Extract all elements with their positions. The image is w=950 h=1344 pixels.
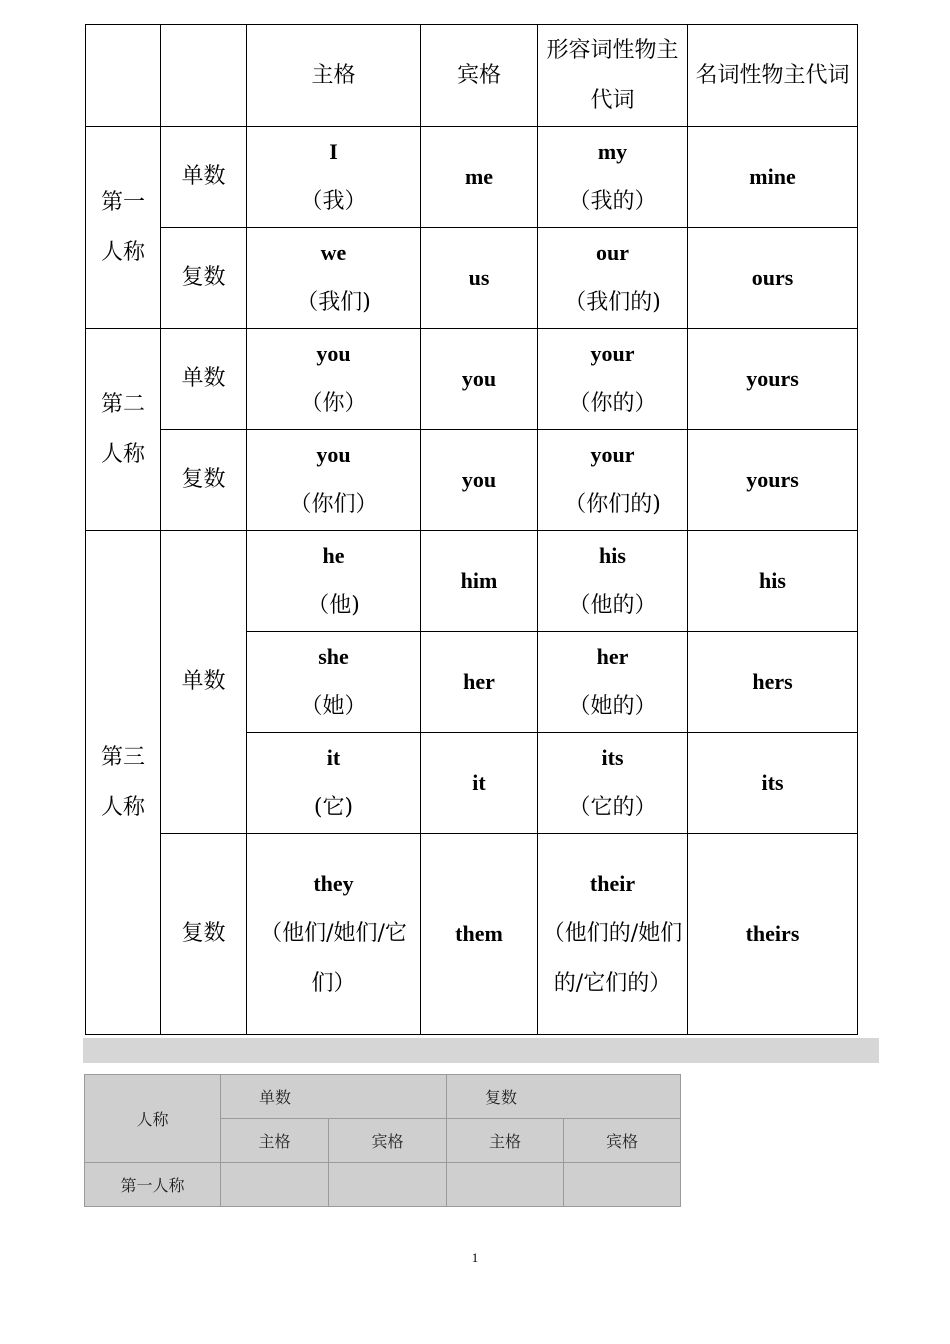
header-cell [86,25,161,127]
subject-cell: it (它) [247,733,421,834]
subject-cell: he （他) [247,531,421,632]
number-label: 复数 [161,228,247,329]
number-label: 单数 [161,127,247,228]
adjective-cell: her （她的） [538,632,688,733]
object-cell: me [421,127,538,228]
noun-cell: yours [688,329,858,430]
person-header: 人称 [85,1075,221,1163]
adjective-cell: your （你的） [538,329,688,430]
subject-cell: they （他们/她们/它们） [247,834,421,1035]
number-label: 复数 [161,430,247,531]
empty-cell [447,1163,564,1207]
subject-cell: you （你） [247,329,421,430]
empty-cell [221,1163,329,1207]
header-cell [161,25,247,127]
header-subject: 主格 [247,25,421,127]
noun-cell: theirs [688,834,858,1035]
table-row [86,430,858,531]
col-header: 宾格 [564,1119,681,1163]
noun-cell: ours [688,228,858,329]
divider-bar [83,1038,879,1063]
object-cell: you [421,329,538,430]
header-object: 宾格 [421,25,538,127]
noun-cell: hers [688,632,858,733]
number-label: 单数 [161,329,247,430]
table-row [86,329,858,430]
col-header: 宾格 [329,1119,447,1163]
object-cell: it [421,733,538,834]
header-adjective-possessive: 形容词性物主代词 [538,25,688,127]
singular-header: 单数 [221,1075,447,1119]
noun-cell: mine [688,127,858,228]
adjective-cell: my （我的） [538,127,688,228]
adjective-cell: his （他的） [538,531,688,632]
col-header: 主格 [447,1119,564,1163]
object-cell: you [421,430,538,531]
summary-table [84,1074,681,1207]
subject-cell: we （我们) [247,228,421,329]
number-label: 复数 [161,834,247,1035]
first-person-label: 第一 人称 [86,127,161,329]
empty-cell [329,1163,447,1207]
number-label: 单数 [161,531,247,834]
table-row [85,1075,681,1119]
noun-cell: its [688,733,858,834]
object-cell: them [421,834,538,1035]
table-row [86,228,858,329]
adjective-cell: its （它的） [538,733,688,834]
header-noun-possessive: 名词性物主代词 [688,25,858,127]
object-cell: her [421,632,538,733]
empty-cell [564,1163,681,1207]
plural-header: 复数 [447,1075,681,1119]
subject-cell: she （她） [247,632,421,733]
table-row [86,127,858,228]
subject-cell: I （我） [247,127,421,228]
table-row [86,834,858,1035]
adjective-cell: our （我们的) [538,228,688,329]
header-row [86,25,858,127]
row-label: 第一人称 [85,1163,221,1207]
pronoun-table [85,24,858,1035]
subject-cell: you （你们） [247,430,421,531]
object-cell: him [421,531,538,632]
table-row [86,531,858,632]
object-cell: us [421,228,538,329]
noun-cell: his [688,531,858,632]
adjective-cell: their （他们的/她们的/它们的） [538,834,688,1035]
adjective-cell: your （你们的) [538,430,688,531]
col-header: 主格 [221,1119,329,1163]
third-person-label: 第三 人称 [86,531,161,1035]
page-number: 1 [471,1250,479,1265]
noun-cell: yours [688,430,858,531]
table-row [85,1163,681,1207]
second-person-label: 第二 人称 [86,329,161,531]
